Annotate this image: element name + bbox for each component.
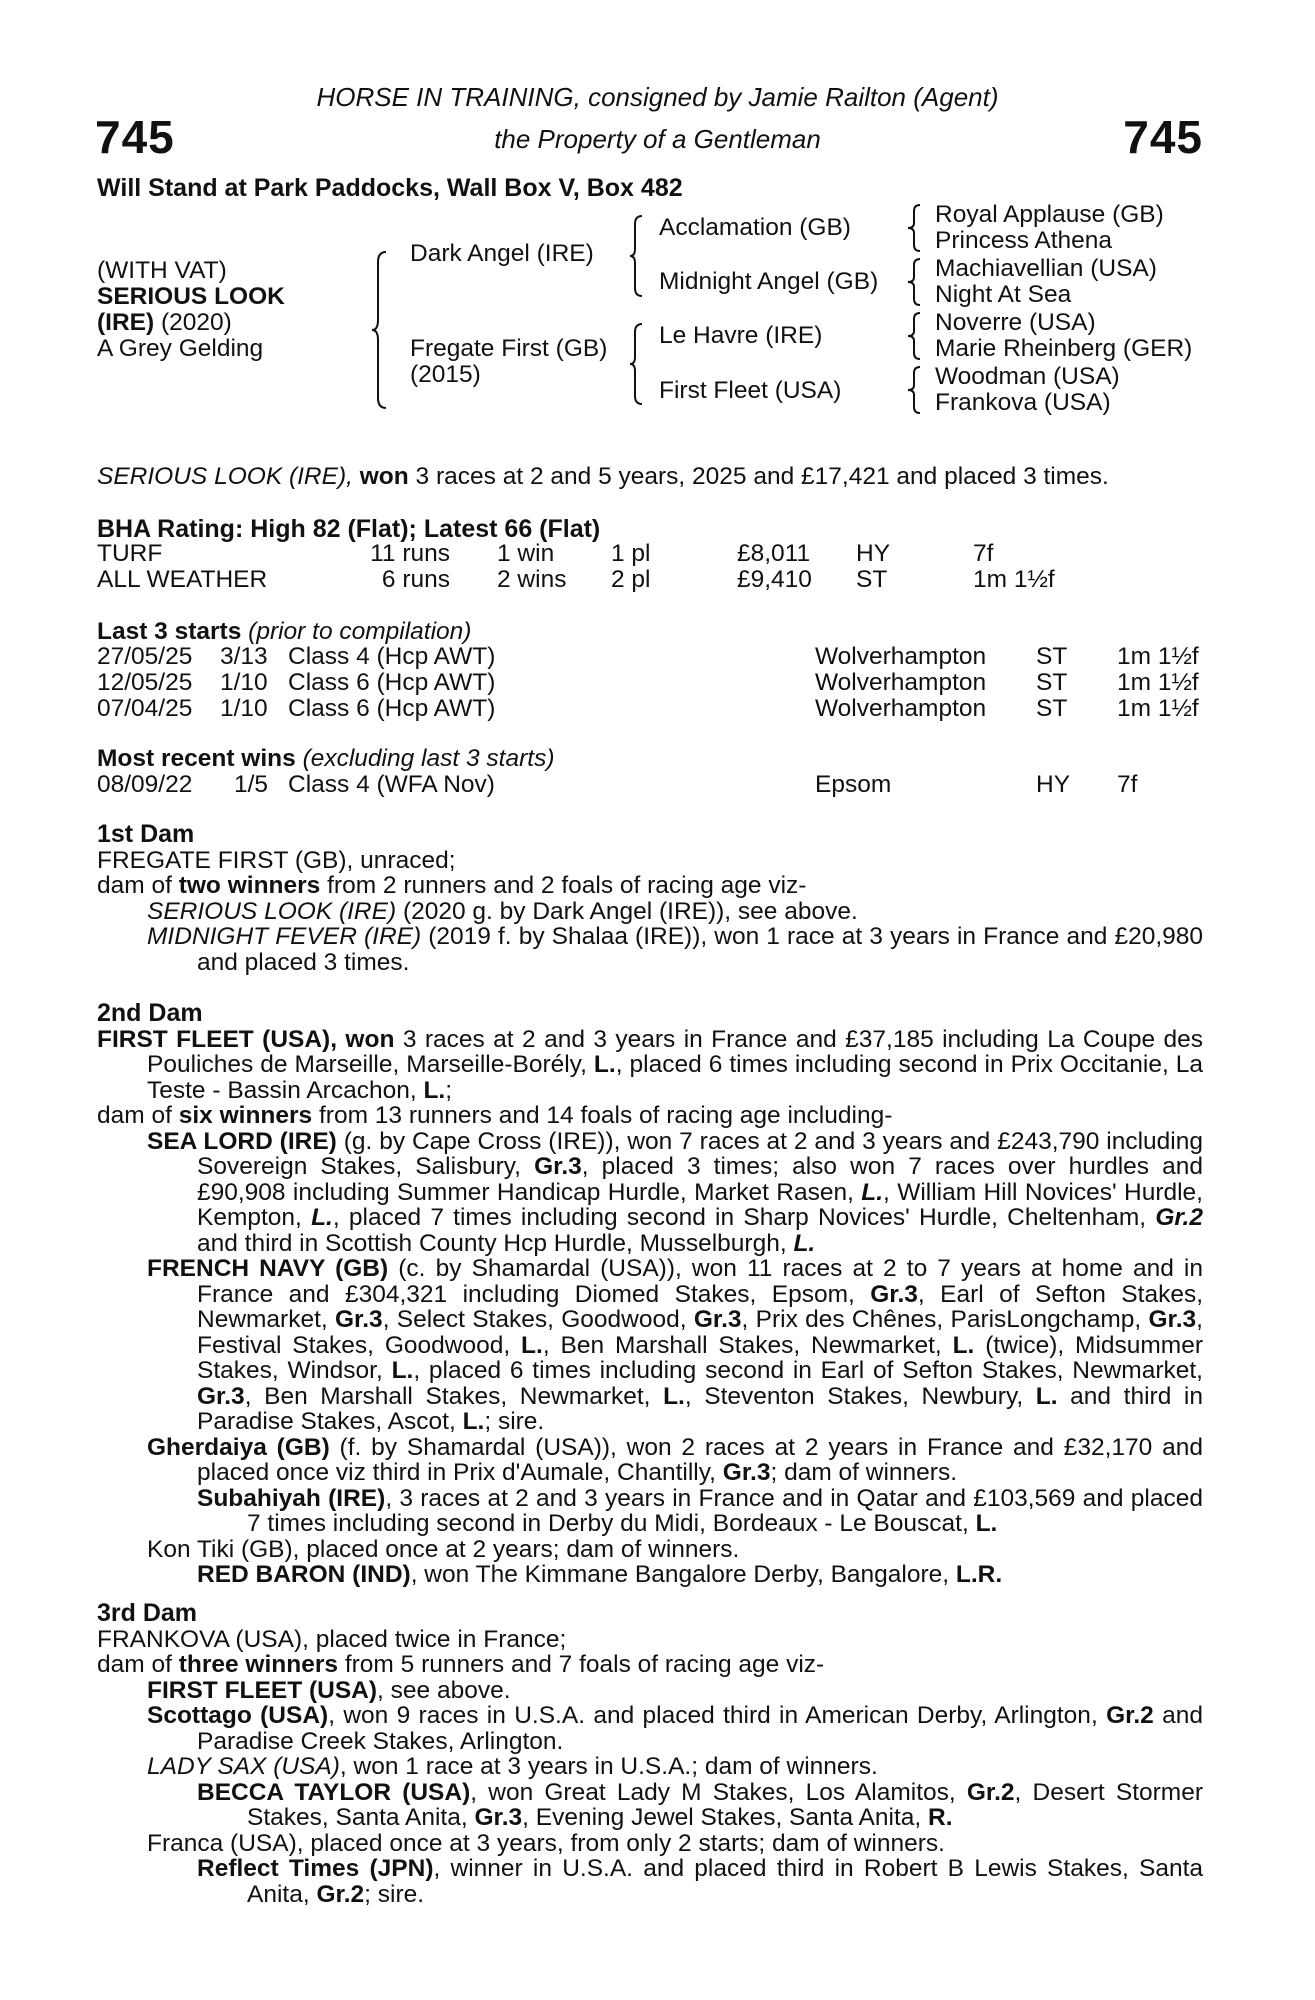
produce-entry: Kon Tiki (GB), placed once at 2 years; dam of winners. (147, 1535, 740, 1563)
horse-suffix: (IRE) (97, 309, 155, 336)
rating-title: BHA Rating: High 82 (Flat); Latest 66 (Flat) (97, 515, 601, 543)
rating-wins: 1 win (497, 540, 555, 567)
stabling-line: Will Stand at Park Paddocks, Wall Box V, Box 482 (97, 174, 683, 202)
first-dam-produce: dam of two winners from 2 runners and 2 foals of racing age viz- (97, 872, 807, 899)
rating-going: HY (856, 540, 891, 567)
gg-bracket-1 (908, 203, 922, 253)
produce-entry: SERIOUS LOOK (IRE) (2020 g. by Dark Angel (IRE)), see above. (147, 897, 858, 925)
win-going: HY (1036, 771, 1071, 798)
start-race: Class 6 (Hcp AWT) (288, 695, 496, 722)
lot-number-right: 745 (1123, 111, 1203, 163)
dam-year: (2015) (410, 361, 481, 388)
produce-entry: Scottago (USA), won 9 races in U.S.A. and placed third in American Derby, Arlington, Gr.2 and Paradise Creek Stakes, Arlington. (147, 1702, 1203, 1755)
second-dam-title: 2nd Dam (97, 999, 203, 1027)
gg-bracket-3 (908, 311, 922, 361)
produce-entry: FRENCH NAVY (GB) (c. by Shamardal (USA)), won 11 races at 2 to 7 years at home and in France and £304,321 including Diomed Stakes, Epsom, Gr.3, Earl of Sefton Stakes, Newmarket, Gr.3, Select Stakes, Goodwood, Gr.3, Prix des Chênes, ParisLongchamp, Gr.3, Festival Stakes, Goodwood, L., Ben Marshall Stakes, Newmarket, L. (twice), Midsummer Stakes, Windsor, L., placed 6 times including second in Earl of Sefton Stakes, Newmarket, Gr.3, Ben Marshall Stakes, Newmarket, L., Steventon Stakes, Newbury, L. and third in Paradise Stakes, Ascot, L.; sire. (147, 1255, 1204, 1435)
sire-bracket (630, 214, 646, 298)
dam-bracket (630, 322, 646, 406)
recent-wins-title: Most recent wins (97, 745, 296, 772)
rating-placed: 2 pl (611, 566, 651, 593)
start-date: 07/04/25 (97, 695, 193, 722)
last-starts-subtitle: (prior to compilation) (241, 618, 472, 645)
start-going: ST (1036, 695, 1068, 722)
dam: Fregate First (GB) (410, 335, 608, 362)
great-grandparent-8: Frankova (USA) (935, 389, 1111, 416)
start-going: ST (1036, 669, 1068, 696)
rating-surface: TURF (97, 540, 163, 567)
produce-name: Subahiyah (IRE) (197, 1484, 386, 1512)
second-dam-name: FIRST FLEET (USA), won (97, 1025, 395, 1053)
great-grandparent-1: Royal Applause (GB) (935, 201, 1164, 228)
vat-label: (WITH VAT) (97, 257, 227, 284)
horse-name-line2 (97, 310, 232, 336)
first-dam-title: 1st Dam (97, 820, 195, 848)
start-race: Class 6 (Hcp AWT) (288, 669, 496, 696)
gg-bracket-2 (908, 257, 922, 307)
start-course: Wolverhampton (815, 669, 987, 696)
horse-year: (2020) (154, 309, 232, 336)
start-date: 12/05/25 (97, 669, 193, 696)
rating-distance: 7f (973, 540, 994, 567)
first-dam-section (97, 822, 1203, 975)
produce-entry: FIRST FLEET (USA), see above. (147, 1676, 511, 1704)
produce-name: SEA LORD (IRE) (147, 1127, 337, 1155)
produce-name: Scottago (USA) (147, 1702, 329, 1729)
recent-wins-subtitle: (excluding last 3 starts) (295, 745, 555, 772)
second-dam-record: FIRST FLEET (USA), won 3 races at 2 and 3 years in France and £37,185 including La Coupe des Pouliches de Marseille, Marseille-Borély, L., placed 6 times including second in Prix Occitanie, La Teste - Bassin Arcachon, L.; (97, 1025, 1203, 1104)
lot-number-left: 745 (95, 111, 175, 163)
last-starts-heading (97, 618, 471, 646)
produce-name: BECCA TAYLOR (USA) (197, 1778, 471, 1806)
consignor-line: HORSE IN TRAINING, consigned by Jamie Railton (Agent) (316, 82, 999, 112)
win-position: 1/5 (234, 771, 269, 798)
rating-earnings: £8,011 (737, 540, 811, 567)
great-grandparent-3: Machiavellian (USA) (935, 255, 1157, 282)
sire-sire: Acclamation (GB) (659, 214, 851, 241)
rating-row-all-weather (97, 566, 1203, 592)
rating-runs: 11 runs (370, 540, 450, 567)
third-dam-intro: FRANKOVA (USA), placed twice in France; (97, 1625, 567, 1653)
great-grandparent-6: Marie Rheinberg (GER) (935, 335, 1193, 362)
produce-name: SERIOUS LOOK (IRE) (147, 897, 397, 925)
start-distance: 1m 1½f (1117, 669, 1199, 696)
win-date: 08/09/22 (97, 771, 193, 798)
start-course: Wolverhampton (815, 643, 987, 670)
last-starts-title: Last 3 starts (97, 618, 242, 645)
start-race: Class 4 (Hcp AWT) (288, 643, 496, 670)
winners-count: two winners (178, 872, 321, 899)
produce-entry: Franca (USA), placed once at 3 years, from only 2 starts; dam of winners. (147, 1829, 945, 1857)
produce-entry: BECCA TAYLOR (USA), won Great Lady M Stakes, Los Alamitos, Gr.2, Desert Stormer Stakes, Santa Anita, Gr.3, Evening Jewel Stakes, Santa Anita, R. (197, 1778, 1203, 1831)
produce-entry: SEA LORD (IRE) (g. by Cape Cross (IRE)), won 7 races at 2 and 3 years and £243,790 including Sovereign Stakes, Salisbury, Gr.3, placed 3 times; also won 7 races over hurdles and £90,908 including Summer Handicap Hurdle, Market Rasen, L., William Hill Novices' Hurdle, Kempton, L., placed 7 times including second in Sharp Novices' Hurdle, Cheltenham, Gr.2 and third in Scottish County Hcp Hurdle, Musselburgh, L. (147, 1127, 1204, 1257)
rating-wins: 2 wins (497, 566, 567, 593)
great-grandparent-7: Woodman (USA) (935, 363, 1120, 390)
rating-going: ST (856, 566, 888, 593)
produce-name: Gherdaiya (GB) (147, 1433, 330, 1461)
recent-wins-heading (97, 745, 554, 773)
rating-row-turf (97, 540, 1203, 566)
start-row (97, 669, 1203, 695)
gg-bracket-4 (908, 365, 922, 415)
summary-horse-name: SERIOUS LOOK (IRE), (97, 463, 353, 490)
produce-entry: MIDNIGHT FEVER (IRE) (2019 f. by Shalaa (IRE)), won 1 race at 3 years in France and £20,980 and placed 3 times. (147, 923, 1203, 976)
start-distance: 1m 1½f (1117, 643, 1199, 670)
produce-entry: LADY SAX (USA), won 1 race at 3 years in U.S.A.; dam of winners. (147, 1753, 878, 1780)
produce-entry: RED BARON (IND), won The Kimmane Bangalore Derby, Bangalore, L.R. (197, 1561, 1003, 1588)
start-position: 1/10 (220, 669, 268, 696)
rating-placed: 1 pl (611, 540, 651, 567)
produce-entry: Subahiyah (IRE), 3 races at 2 and 3 years in France and in Qatar and £103,569 and placed 7 times including second in Derby du Midi, Bordeaux - Le Bouscat, L. (197, 1484, 1203, 1537)
ownership-line: the Property of a Gentleman (494, 124, 821, 154)
winners-count: three winners (178, 1651, 339, 1678)
rating-distance: 1m 1½f (973, 566, 1055, 593)
great-grandparent-2: Princess Athena (935, 227, 1113, 254)
rating-earnings: £9,410 (737, 566, 812, 593)
summary-won: won (359, 463, 409, 490)
great-grandparent-5: Noverre (USA) (935, 309, 1096, 336)
third-dam-title: 3rd Dam (97, 1599, 198, 1627)
produce-name: RED BARON (IND) (197, 1561, 411, 1588)
start-distance: 1m 1½f (1117, 695, 1199, 722)
third-dam-section (97, 1601, 1203, 1907)
rating-surface: ALL WEATHER (97, 566, 268, 593)
produce-name: LADY SAX (USA) (147, 1753, 340, 1780)
produce-entry: Reflect Times (JPN), winner in U.S.A. and placed third in Robert B Lewis Stakes, Santa Anita, Gr.2; sire. (197, 1855, 1204, 1908)
produce-name: MIDNIGHT FEVER (IRE) (147, 923, 422, 950)
summary-text: 3 races at 2 and 5 years, 2025 and £17,421 and placed 3 times. (408, 463, 1109, 490)
start-position: 1/10 (220, 695, 268, 722)
win-row (97, 771, 1203, 797)
horse-description: A Grey Gelding (97, 335, 264, 362)
win-race: Class 4 (WFA Nov) (288, 771, 495, 798)
dam-dam: First Fleet (USA) (659, 377, 842, 404)
race-summary (97, 464, 1109, 490)
start-position: 3/13 (220, 643, 268, 670)
produce-name: FRENCH NAVY (GB) (147, 1255, 389, 1282)
produce-name: FIRST FLEET (USA) (147, 1676, 378, 1704)
second-dam-produce: dam of six winners from 13 runners and 14 foals of racing age including- (97, 1102, 893, 1129)
start-row (97, 643, 1203, 669)
start-row (97, 695, 1203, 721)
produce-entry: Gherdaiya (GB) (f. by Shamardal (USA)), won 2 races at 2 years in France and £32,170 and placed once viz third in Prix d'Aumale, Chantilly, Gr.3; dam of winners. (147, 1433, 1203, 1486)
win-distance: 7f (1117, 771, 1138, 798)
main-bracket (372, 250, 392, 410)
great-grandparent-4: Night At Sea (935, 281, 1072, 308)
sire-dam: Midnight Angel (GB) (659, 268, 879, 295)
start-date: 27/05/25 (97, 643, 193, 670)
horse-name: SERIOUS LOOK (97, 283, 285, 310)
start-course: Wolverhampton (815, 695, 987, 722)
first-dam-intro: FREGATE FIRST (GB), unraced; (97, 846, 456, 874)
third-dam-produce: dam of three winners from 5 runners and 7 foals of racing age viz- (97, 1651, 825, 1678)
start-going: ST (1036, 643, 1068, 670)
rating-runs: 6 runs (381, 566, 450, 593)
dam-sire: Le Havre (IRE) (659, 322, 823, 349)
produce-name: Reflect Times (JPN) (197, 1855, 434, 1882)
winners-count: six winners (178, 1102, 313, 1129)
second-dam-section (97, 1001, 1203, 1588)
win-course: Epsom (815, 771, 892, 798)
sire: Dark Angel (IRE) (410, 240, 594, 267)
